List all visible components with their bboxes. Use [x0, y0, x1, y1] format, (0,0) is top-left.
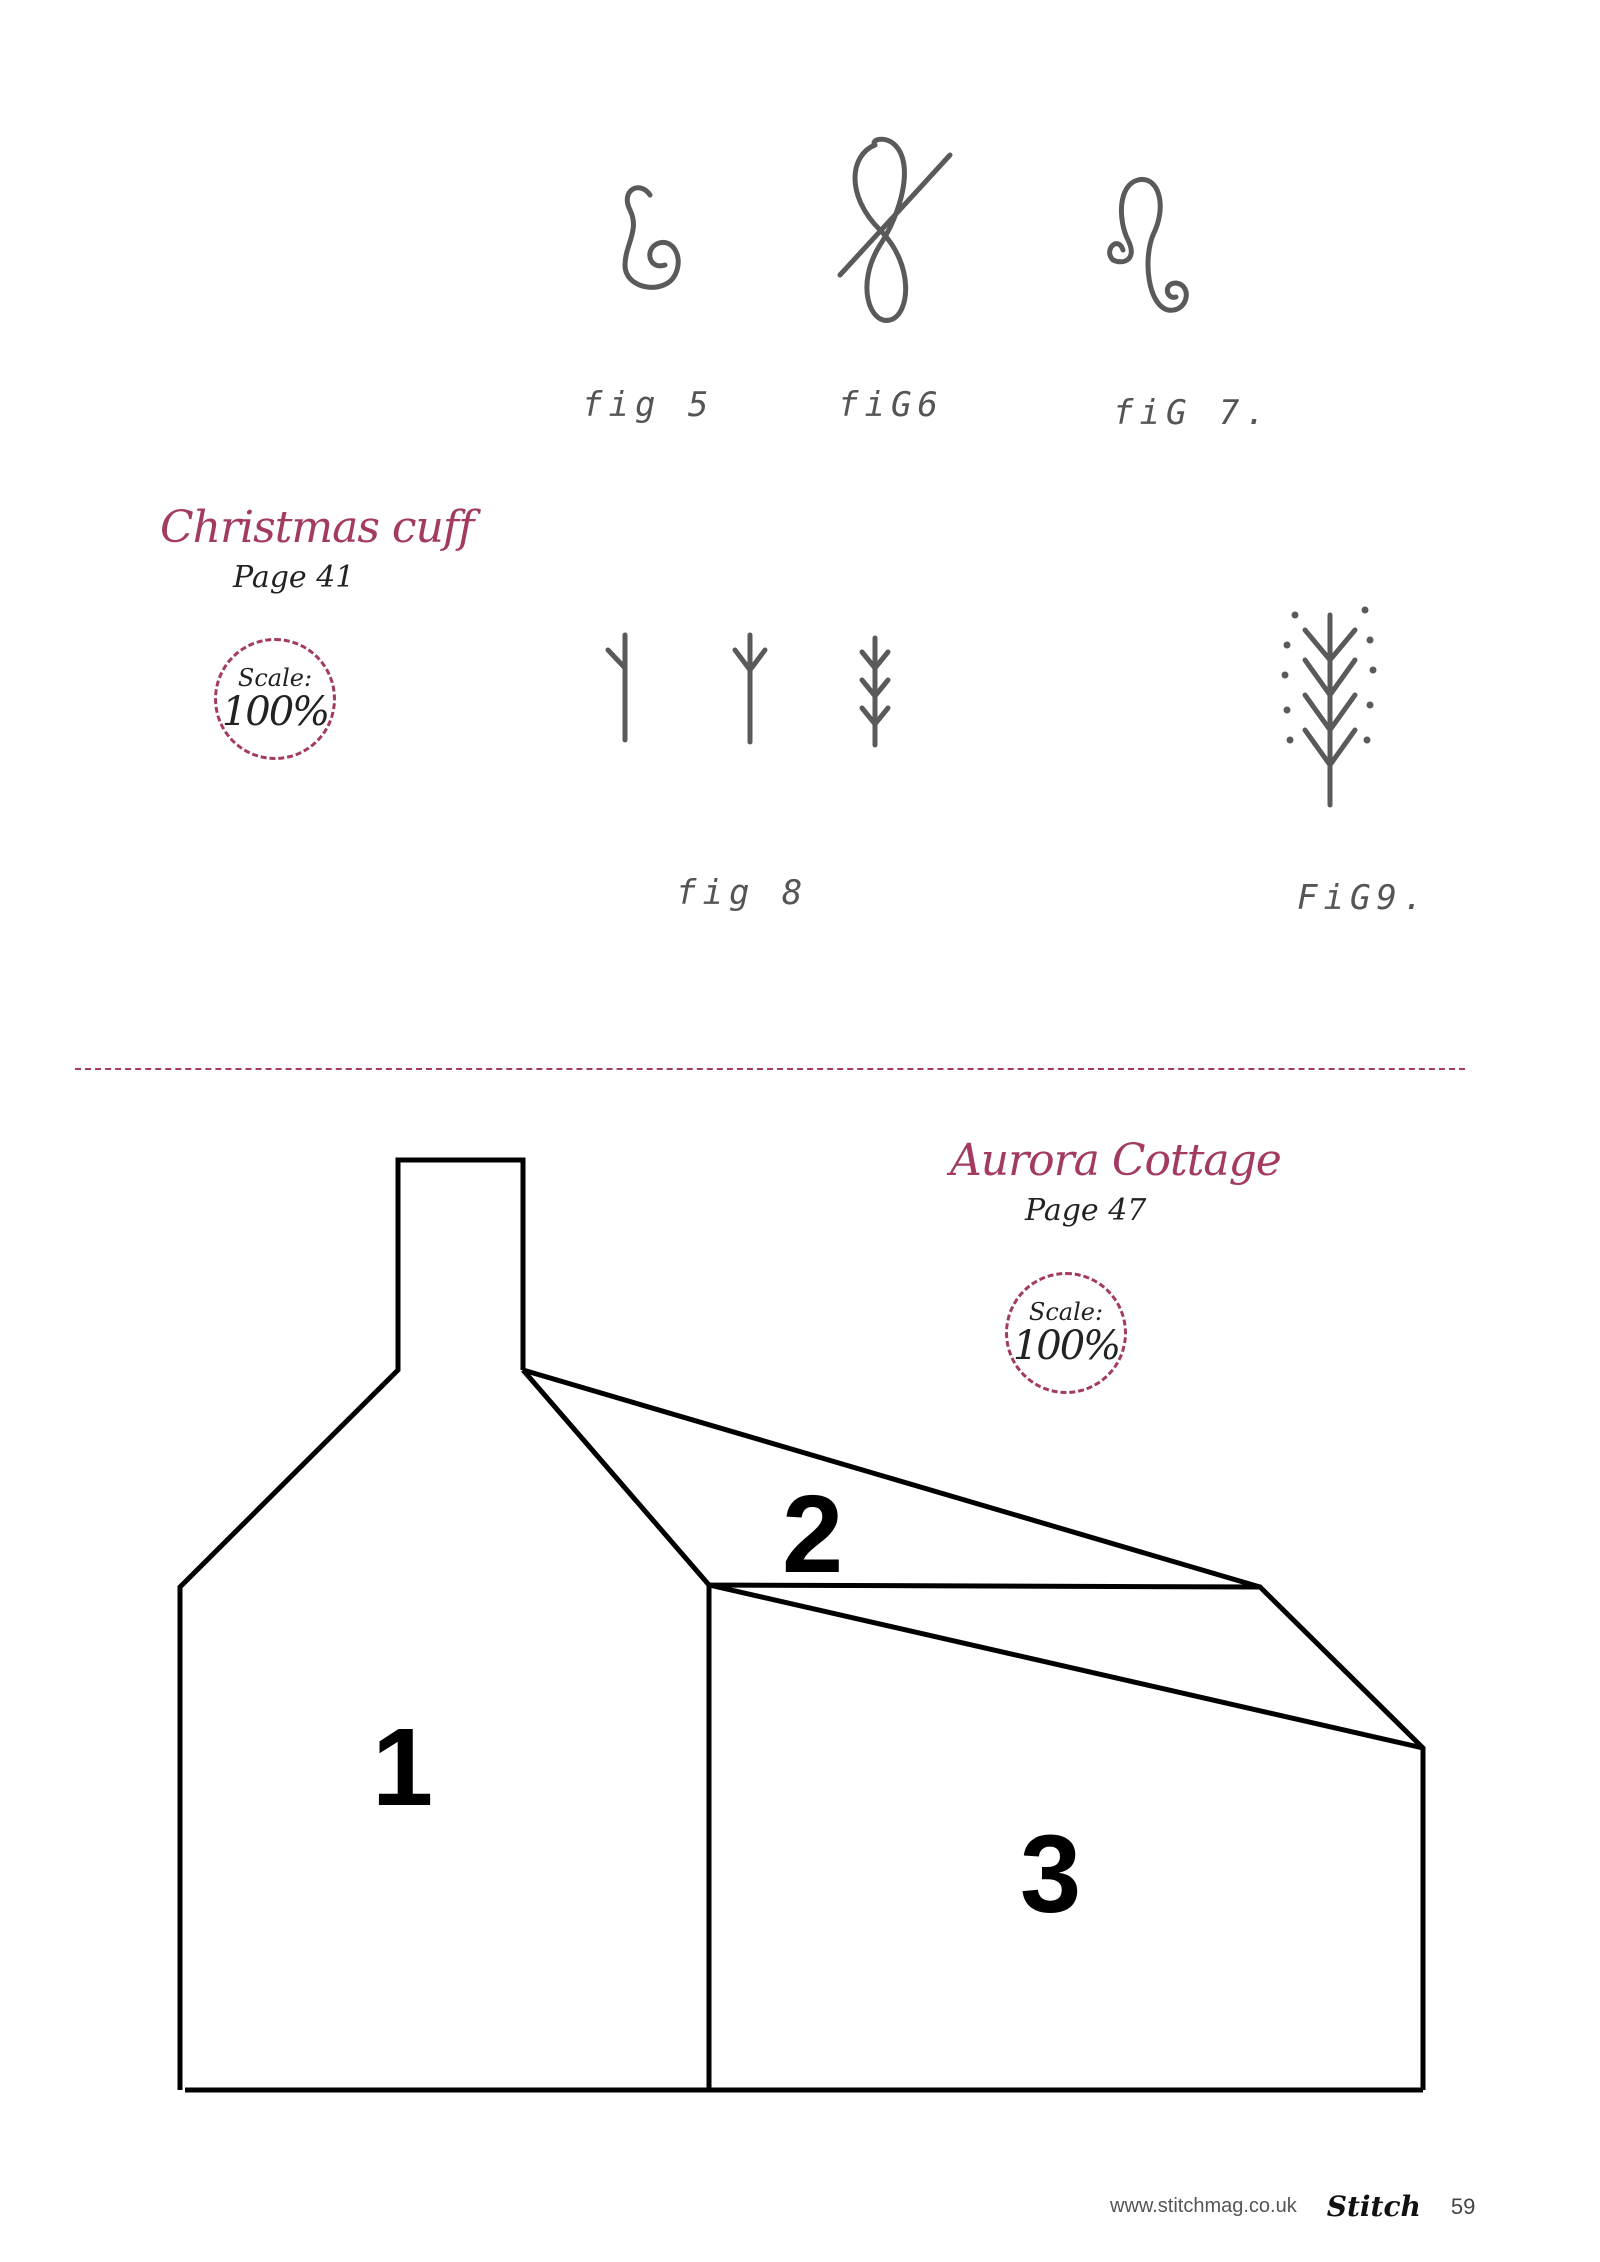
piece-number-3: 3 [1020, 1813, 1082, 1936]
scale-value: 100% [221, 689, 329, 735]
aurora-cottage-page: Page 47 [1025, 1193, 1147, 1228]
fig5-label: fig 5 [582, 385, 715, 425]
fig9-label: FiG9. [1297, 878, 1430, 918]
christmas-cuff-page: Page 41 [233, 560, 355, 595]
piece-number-2: 2 [782, 1473, 844, 1596]
fig7-label: fiG 7. [1113, 393, 1272, 433]
footer-url-link[interactable]: www.stitchmag.co.uk [1110, 2195, 1297, 2217]
scale-label: Scale: [237, 664, 313, 692]
scale-value: 100% [1012, 1323, 1120, 1369]
fig8-label: fig 8 [676, 873, 809, 913]
fig6-label: fiG6 [838, 385, 944, 425]
scale-label: Scale: [1028, 1298, 1104, 1326]
page-footer [1110, 2190, 1475, 2223]
aurora-cottage-title: Aurora Cottage [950, 1135, 1281, 1186]
christmas-cuff-title: Christmas cuff [160, 502, 474, 553]
page-number: 59 [1450, 2193, 1476, 2219]
footer-brand-logo: Stitch [1326, 2190, 1421, 2223]
piece-number-1: 1 [372, 1706, 434, 1829]
